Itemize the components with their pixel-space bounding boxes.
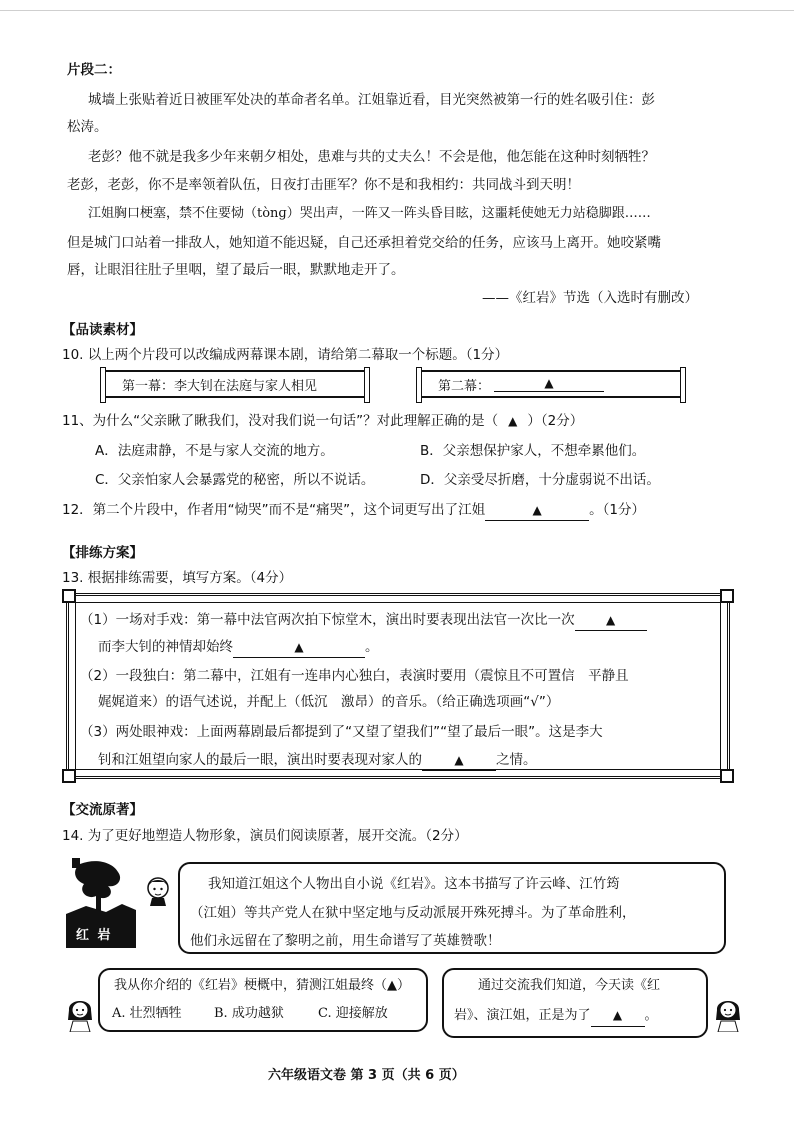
question-11-stem: 11、为什么“父亲瞅了瞅我们，没对我们说一句话”？对此理解正确的是（	[62, 413, 499, 429]
excerpt-line: 城墙上张贴着近日被匪军处决的革命者名单。江姐靠近看，目光突然被第一行的姓名吸引住：彭	[88, 92, 655, 108]
plan-item-1-text: （1）一场对手戏：第一幕中法官两次拍下惊堂木，演出时要表现出法官一次比一次	[80, 612, 575, 628]
question-14: 14. 为了更好地塑造人物形象，演员们阅读原著，展开交流。（2分）	[62, 828, 468, 844]
act2-label: 第二幕：	[438, 378, 491, 394]
question-12-stem: 12．第二个片段中，作者用“恸哭”而不是“痛哭”，这个词更写出了江姐	[62, 502, 486, 518]
plan-item-2-cont[interactable]: 娓娓道来）的语气述说，并配上（低沉 激昂）的音乐。（给正确选项画“√”）	[98, 694, 560, 710]
plan-item-1-blank-b[interactable]: ▲	[233, 637, 365, 658]
excerpt-line: 唇，让眼泪往肚子里咽，望了最后一眼，默默地走开了。	[67, 262, 405, 278]
girl-avatar-right	[714, 996, 742, 1036]
section-heading: 【品读素材】	[62, 322, 143, 338]
plan-corner	[62, 589, 76, 603]
excerpt-line: 江姐胸口梗塞，禁不住要恸（tònɡ）哭出声，一阵又一阵头昏目眩，这噩耗使她无力站稳脚跟……	[88, 206, 651, 221]
bubble-text-c: 。	[644, 1008, 658, 1023]
question-11	[62, 411, 583, 431]
bubble-text-b: 岩》、演江姐，正是为了	[454, 1008, 591, 1023]
bubble-text: 他们永远留在了黎明之前，用生命谱写了英雄赞歌！	[190, 933, 501, 949]
option-a[interactable]: A. 壮烈牺牲	[112, 1006, 182, 1021]
bubble-text: 通过交流我们知道，今天读《红	[478, 978, 661, 993]
plan-item-2: （2）一段独白：第二幕中，江姐有一连串内心独白，表演时要用（震惊且不可置信 平静且	[80, 668, 629, 684]
girl-avatar-left	[66, 996, 94, 1036]
book-cover-image	[66, 854, 136, 948]
act1-title: 第一幕：李大钊在法庭与家人相见	[122, 378, 318, 394]
excerpt-source: ——《红岩》节选（入选时有删改）	[482, 290, 698, 306]
excerpt-title: 片段二：	[67, 62, 121, 78]
bubble-text: 我知道江姐这个人物出自小说《红岩》。这本书描写了许云峰、江竹筠	[208, 876, 620, 892]
act1-scroll	[104, 370, 366, 398]
option-c[interactable]: C. 迎接解放	[318, 1006, 388, 1021]
plan-item-1-cont: 而李大钊的神情却始终 ▲ 。	[98, 637, 379, 658]
plan-item-1-text-b: 而李大钊的神情却始终	[98, 639, 233, 655]
option-c[interactable]: C．父亲怕家人会暴露党的秘密，所以不说话。	[95, 472, 375, 488]
question-11-points: ）（2分）	[527, 413, 584, 429]
plan-item-3-cont	[98, 750, 537, 771]
top-divider	[0, 10, 794, 11]
excerpt-line: 松涛。	[67, 119, 108, 135]
excerpt-line: 但是城门口站着一排敌人，她知道不能迟疑，自己还承担着党交给的任务，应该马上离开。她咬紧嘴	[67, 235, 661, 251]
plan-item-3: （3）两处眼神戏：上面两幕剧最后都提到了“又望了望我们”“望了最后一眼”。这是李大	[80, 724, 603, 740]
plan-corner	[720, 589, 734, 603]
question-11-blank[interactable]: ▲	[508, 414, 518, 428]
purpose-blank[interactable]: ▲	[591, 1005, 645, 1027]
section-heading: 【交流原著】	[62, 802, 143, 818]
plan-corner	[62, 769, 76, 783]
act2-scroll	[420, 370, 682, 398]
question-12	[62, 500, 645, 521]
plan-item-3-text-c: 之情。	[496, 752, 537, 768]
option-d[interactable]: D．父亲受尽折磨，十分虚弱说不出话。	[420, 472, 660, 488]
plan-item-1-blank-a[interactable]: ▲	[575, 610, 647, 631]
act2-answer-blank[interactable]: ▲	[494, 376, 604, 392]
option-b[interactable]: B. 成功越狱	[214, 1006, 284, 1021]
book-cover-title: 红 岩	[76, 928, 113, 943]
bubble-text: 我从你介绍的《红岩》梗概中，猜测江姐最终（▲）	[114, 978, 410, 993]
page-footer: 六年级语文卷 第 3 页（共 6 页）	[268, 1068, 465, 1083]
boy-avatar	[146, 876, 170, 910]
bubble-text-cont	[454, 1005, 658, 1027]
plan-item-3-blank[interactable]: ▲	[422, 750, 496, 771]
plan-corner	[720, 769, 734, 783]
option-a[interactable]: A．法庭肃静，不是与家人交流的地方。	[95, 443, 334, 459]
question-12-points: 。（1分）	[589, 502, 645, 518]
excerpt-line: 老彭？他不就是我多少年来朝夕相处，患难与共的丈夫么！不会是他，他怎能在这种时刻牺牲？	[88, 149, 655, 165]
question-13: 13. 根据排练需要，填写方案。（4分）	[62, 570, 293, 586]
question-12-blank[interactable]: ▲	[485, 500, 589, 521]
excerpt-line: 老彭，老彭，你不是率领着队伍，日夜打击匪军？你不是和我相约：共同战斗到天明！	[67, 177, 580, 193]
option-b[interactable]: B．父亲想保护家人，不想牵累他们。	[420, 443, 646, 459]
bubble-text: （江姐）等共产党人在狱中坚定地与反动派展开殊死搏斗。为了革命胜利，	[190, 905, 636, 921]
section-heading: 【排练方案】	[62, 545, 143, 561]
plan-item-1	[80, 610, 647, 631]
plan-item-3-text-b: 钊和江姐望向家人的最后一眼，演出时要表现对家人的	[98, 752, 422, 768]
question-10: 10. 以上两个片段可以改编成两幕课本剧，请给第二幕取一个标题。（1分）	[62, 347, 509, 363]
